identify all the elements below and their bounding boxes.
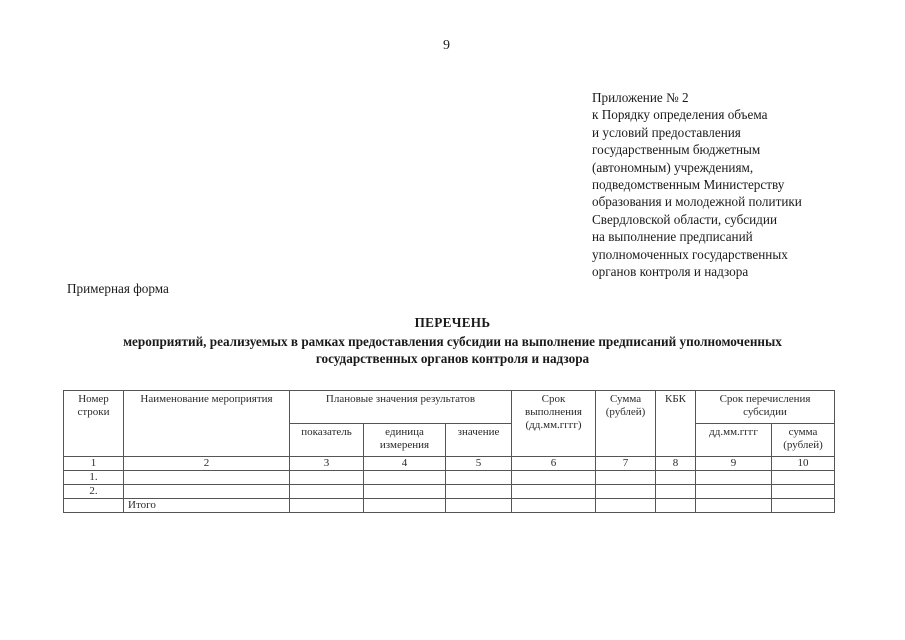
appendix-line: органов контроля и надзора: [592, 264, 749, 280]
table-cell: [364, 485, 446, 499]
header-amount: Сумма (рублей): [596, 391, 656, 457]
column-number: 2: [124, 457, 290, 471]
appendix-block: [592, 89, 892, 280]
table-cell: [772, 499, 835, 513]
table-cell: [656, 471, 696, 485]
table-cell: [656, 499, 696, 513]
header-deadline: Срок выполнения (дд.мм.гггг): [512, 391, 596, 457]
table-cell: [446, 499, 512, 513]
table-cell: [64, 499, 124, 513]
appendix-line: Приложение № 2: [592, 90, 689, 105]
table-cell: [696, 471, 772, 485]
table-cell: [124, 471, 290, 485]
column-numbers-row: [64, 457, 835, 471]
table-cell: [512, 485, 596, 499]
row-number: 2.: [64, 485, 124, 499]
header-transfer-period: Срок перечисления субсидии: [696, 391, 835, 424]
document-subtitle-line-1: мероприятий, реализуемых в рамках предоставления субсидии на выполнение предписаний уполномоченных: [123, 334, 782, 349]
table-cell: [290, 471, 364, 485]
table-cell: [596, 499, 656, 513]
appendix-line: образования и молодежной политики: [592, 194, 802, 210]
table-cell: [512, 499, 596, 513]
total-label: Итого: [124, 499, 290, 513]
column-number: 8: [656, 457, 696, 471]
table-cell: [364, 499, 446, 513]
header-unit: единица измерения: [364, 424, 446, 457]
column-number: 7: [596, 457, 656, 471]
table-cell: [596, 485, 656, 499]
header-transfer-amount: сумма (рублей): [772, 424, 835, 457]
table-cell: [290, 485, 364, 499]
table-cell: [696, 499, 772, 513]
header-kbk: КБК: [656, 391, 696, 457]
table-cell: [772, 471, 835, 485]
column-number: 5: [446, 457, 512, 471]
table-cell: [364, 471, 446, 485]
header-activity-name: Наименование мероприятия: [124, 391, 290, 457]
appendix-line: (автономным) учреждениям,: [592, 159, 754, 175]
column-number: 6: [512, 457, 596, 471]
appendix-line: уполномоченных государственных: [592, 246, 788, 262]
table-cell: [446, 471, 512, 485]
row-number: 1.: [64, 471, 124, 485]
table-row: [64, 471, 835, 485]
header-transfer-date: дд.мм.гггг: [696, 424, 772, 457]
header-row-number: Номер строки: [64, 391, 124, 457]
document-title: ПЕРЕЧЕНЬ: [414, 315, 491, 330]
appendix-line: подведомственным Министерству: [592, 177, 785, 193]
appendix-line: государственным бюджетным: [592, 142, 761, 158]
table-cell: [124, 485, 290, 499]
table-cell: [446, 485, 512, 499]
total-row: [64, 499, 835, 513]
column-number: 3: [290, 457, 364, 471]
table-cell: [512, 471, 596, 485]
page-number: 9: [443, 38, 450, 53]
header-planned-results: Плановые значения результатов: [290, 391, 512, 424]
table-cell: [596, 471, 656, 485]
appendix-line: к Порядку определения объема: [592, 107, 768, 123]
table-header-row: [64, 391, 835, 424]
document-subtitle-line-2: государственных органов контроля и надзора: [315, 351, 590, 366]
column-number: 9: [696, 457, 772, 471]
header-indicator: показатель: [290, 424, 364, 457]
table-cell: [696, 485, 772, 499]
header-value: значение: [446, 424, 512, 457]
appendix-line: и условий предоставления: [592, 124, 741, 140]
activities-table: [63, 390, 835, 513]
table-cell: [772, 485, 835, 499]
column-number: 10: [772, 457, 835, 471]
form-type-label: Примерная форма: [67, 281, 169, 296]
table-cell: [656, 485, 696, 499]
appendix-line: Свердловской области, субсидии: [592, 211, 778, 227]
column-number: 4: [364, 457, 446, 471]
appendix-line: на выполнение предписаний: [592, 229, 753, 245]
column-number: 1: [64, 457, 124, 471]
table-row: [64, 485, 835, 499]
table-cell: [290, 499, 364, 513]
